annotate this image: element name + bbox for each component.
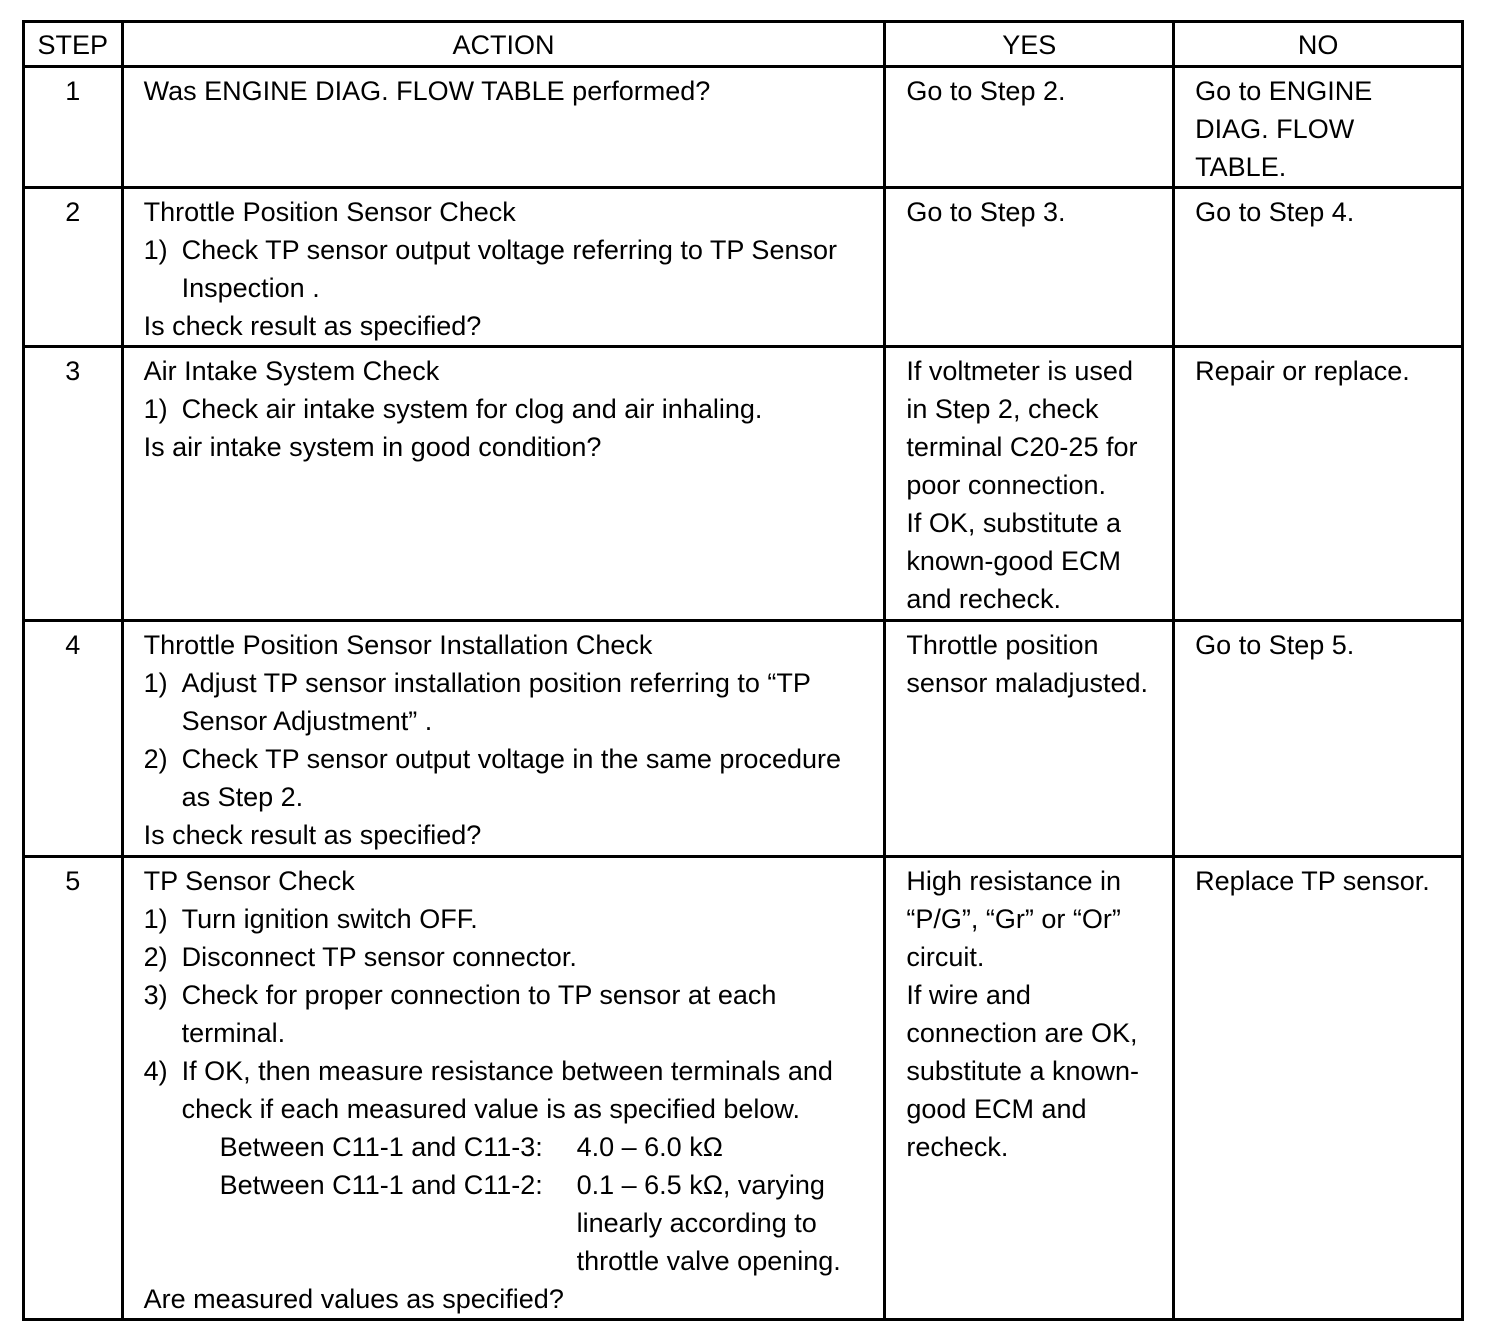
action-title: TP Sensor Check bbox=[143, 866, 355, 896]
no-cell bbox=[1174, 188, 1463, 347]
header-yes: YES bbox=[885, 22, 1174, 67]
yes-text: good ECM and bbox=[906, 1094, 1087, 1124]
step-number: 3 bbox=[24, 347, 123, 621]
action-item: 3) Check for proper connection to TP sensor at each terminal. bbox=[143, 980, 777, 1048]
action-question: Is air intake system in good condition? bbox=[143, 432, 602, 462]
action-title: Throttle Position Sensor Check bbox=[143, 197, 516, 227]
yes-text: in Step 2, check bbox=[906, 394, 1099, 424]
action-cell bbox=[122, 67, 885, 188]
resistance-specs bbox=[144, 1128, 874, 1280]
yes-text: known-good ECM bbox=[906, 546, 1121, 576]
yes-text: If voltmeter is used bbox=[906, 356, 1133, 386]
no-cell bbox=[1174, 857, 1463, 1320]
no-cell bbox=[1174, 347, 1463, 621]
yes-cell bbox=[885, 857, 1174, 1320]
action-item: 1) Turn ignition switch OFF. bbox=[143, 904, 478, 934]
action-title: Was ENGINE DIAG. FLOW TABLE performed? bbox=[143, 76, 711, 106]
action-question: Are measured values as specified? bbox=[143, 1284, 564, 1314]
yes-text: terminal C20-25 for bbox=[906, 432, 1138, 462]
spec-row bbox=[220, 1166, 874, 1280]
action-cell bbox=[122, 857, 885, 1320]
spec-label: Between C11-1 and C11-2: bbox=[219, 1170, 543, 1200]
yes-text: If wire and bbox=[906, 980, 1031, 1010]
yes-cell bbox=[885, 621, 1174, 857]
yes-text: substitute a known- bbox=[906, 1056, 1139, 1086]
yes-text: “P/G”, “Gr” or “Or” bbox=[906, 904, 1121, 934]
header-row bbox=[24, 22, 1463, 67]
header-no: NO bbox=[1174, 22, 1463, 67]
yes-text: Throttle position bbox=[906, 630, 1099, 660]
header-action: ACTION bbox=[122, 22, 885, 67]
yes-text: If OK, substitute a bbox=[906, 508, 1121, 538]
no-text: Go to Step 4. bbox=[1195, 197, 1355, 227]
yes-text: sensor maladjusted. bbox=[906, 668, 1149, 698]
step-number: 4 bbox=[24, 621, 123, 857]
action-title: Air Intake System Check bbox=[143, 356, 440, 386]
no-text: Go to Step 5. bbox=[1195, 630, 1355, 660]
action-title: Throttle Position Sensor Installation Check bbox=[143, 630, 653, 660]
yes-text: recheck. bbox=[906, 1132, 1009, 1162]
step-number: 5 bbox=[24, 857, 123, 1320]
no-cell bbox=[1174, 621, 1463, 857]
spec-value: 4.0 – 6.0 kΩ bbox=[576, 1132, 723, 1162]
action-item: 2) Disconnect TP sensor connector. bbox=[143, 942, 577, 972]
table-row bbox=[24, 621, 1463, 857]
diagnostic-table bbox=[22, 20, 1464, 1321]
yes-cell bbox=[885, 188, 1174, 347]
table-row bbox=[24, 188, 1463, 347]
action-item: 2) Check TP sensor output voltage in the same procedure as Step 2. bbox=[143, 744, 841, 812]
action-question: Is check result as specified? bbox=[143, 820, 482, 850]
no-text: TABLE. bbox=[1195, 152, 1287, 182]
yes-text: Go to Step 2. bbox=[906, 76, 1066, 106]
action-item: 1) Adjust TP sensor installation position referring to “TP Sensor Adjustment” . bbox=[143, 668, 811, 736]
action-cell bbox=[122, 188, 885, 347]
step-number: 2 bbox=[24, 188, 123, 347]
yes-text: poor connection. bbox=[906, 470, 1107, 500]
table-row bbox=[24, 347, 1463, 621]
no-text: Go to ENGINE bbox=[1195, 76, 1373, 106]
no-text: Replace TP sensor. bbox=[1195, 866, 1430, 896]
action-item: 4) If OK, then measure resistance between terminals and check if each measured value is as specified below. bbox=[143, 1056, 833, 1124]
yes-text: circuit. bbox=[906, 942, 985, 972]
header-step: STEP bbox=[24, 22, 123, 67]
yes-text: connection are OK, bbox=[906, 1018, 1138, 1048]
step-number: 1 bbox=[24, 67, 123, 188]
no-text: Repair or replace. bbox=[1195, 356, 1410, 386]
spec-row bbox=[220, 1128, 874, 1166]
no-text: DIAG. FLOW bbox=[1195, 114, 1355, 144]
yes-cell bbox=[885, 347, 1174, 621]
table-row bbox=[24, 67, 1463, 188]
action-cell bbox=[122, 621, 885, 857]
yes-text: and recheck. bbox=[906, 584, 1061, 614]
yes-cell bbox=[885, 67, 1174, 188]
action-cell bbox=[122, 347, 885, 621]
table-row bbox=[24, 857, 1463, 1320]
yes-text: High resistance in bbox=[906, 866, 1121, 896]
no-cell bbox=[1174, 67, 1463, 188]
action-item: 1) Check air intake system for clog and air inhaling. bbox=[143, 394, 763, 424]
action-question: Is check result as specified? bbox=[143, 311, 482, 341]
yes-text: Go to Step 3. bbox=[906, 197, 1066, 227]
action-item: 1) Check TP sensor output voltage referring to TP Sensor Inspection . bbox=[143, 235, 837, 303]
spec-value: 0.1 – 6.5 kΩ, varying linearly according to throttle valve opening. bbox=[576, 1170, 841, 1276]
spec-label: Between C11-1 and C11-3: bbox=[219, 1132, 543, 1162]
